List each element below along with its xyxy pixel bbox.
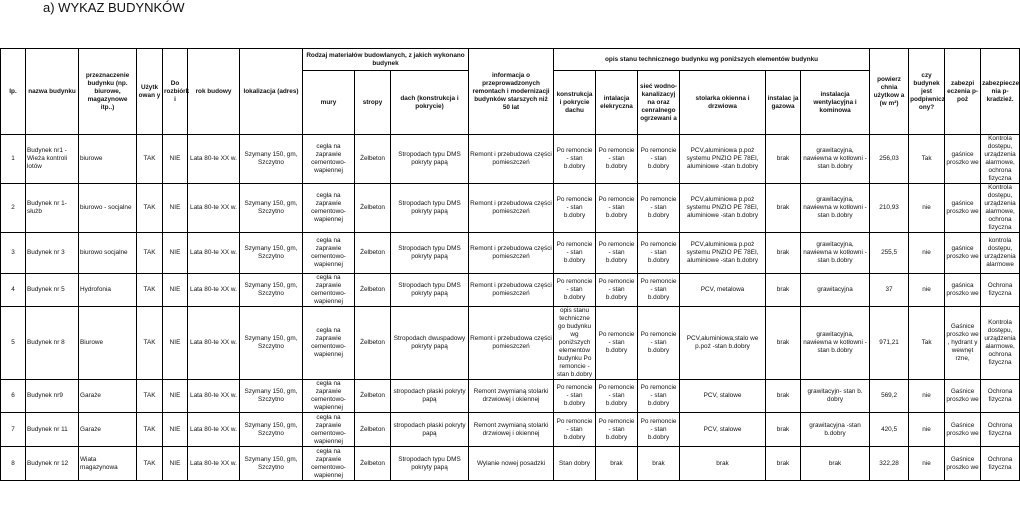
cell-uzyt: TAK <box>137 447 163 481</box>
cell-stol: brak <box>680 447 766 481</box>
cell-ppoz: Gaśnice proszko we <box>945 380 981 413</box>
cell-mury: cegła na zaprawie cementowo-wapiennej <box>303 307 355 380</box>
cell-elek: Po remoncie - stan b.dobry <box>596 307 638 380</box>
cell-rok: Lata 80-te XX w. <box>188 413 240 447</box>
cell-stropy: Żelbeton <box>355 135 391 184</box>
header-gazowa: instalac ja gazowa <box>766 71 801 135</box>
cell-lok: Szymany 150, gm, Szczytno <box>240 135 303 184</box>
table-row <box>1 447 1020 481</box>
cell-siec: brak <box>638 447 680 481</box>
cell-konstr: Po remoncie - stan b.dobry <box>554 413 596 447</box>
cell-elek: Po remoncie - stan b.dobry <box>596 233 638 274</box>
cell-elek: Po remoncie - stan b.dobry <box>596 380 638 413</box>
cell-pow: 322,28 <box>870 447 909 481</box>
header-dach: dach (konstrukcja i pokrycie) <box>391 71 469 135</box>
cell-kradz: Ochrona fizyczna <box>981 413 1020 447</box>
cell-stol: PCV, stalowe <box>680 380 766 413</box>
header-lokalizacja: lokalizacja (adres) <box>240 49 303 135</box>
cell-pow: 971,21 <box>870 307 909 380</box>
cell-lok: Szymany 150, gm, Szczytno <box>240 307 303 380</box>
cell-rozb: NIE <box>163 413 188 447</box>
cell-konstr: opis stanu techniczne go budynku wg poniższych elementów budynku Po remoncie - stan b.dobry <box>554 307 596 380</box>
cell-went: grawitacyjn- stan b. dobry <box>801 380 870 413</box>
cell-rok: Lata 80-te XX w. <box>188 274 240 307</box>
cell-rozb: NIE <box>163 184 188 233</box>
header-elektryka: intalacja elekryczna <box>596 71 638 135</box>
cell-ppoz: gaśnica proszko we <box>945 274 981 307</box>
cell-rozb: NIE <box>163 233 188 274</box>
cell-ppoz: Gaśnice proszko we <box>945 413 981 447</box>
cell-piw: nie <box>909 233 945 274</box>
cell-stol: PCV,aluminiowa p.poż systemu PNZIO PE 78EI, aluminiowe -stan b.dobry <box>680 233 766 274</box>
cell-uzyt: TAK <box>137 274 163 307</box>
cell-gaz: brak <box>766 184 801 233</box>
cell-uzyt: TAK <box>137 135 163 184</box>
header-lp: lp. <box>1 49 26 135</box>
cell-piw: Tak <box>909 135 945 184</box>
cell-siec: Po remoncie - stan b.dobry <box>638 184 680 233</box>
cell-mury: cegła na zaprawie cementowo-wapiennej <box>303 447 355 481</box>
cell-nazwa: Budynek nr 3 <box>26 233 79 274</box>
cell-rok: Lata 80-te XX w. <box>188 447 240 481</box>
cell-siec: Po remoncie - stan b.dobry <box>638 135 680 184</box>
cell-gaz: brak <box>766 135 801 184</box>
cell-nazwa: Budynek nr1 - Wieża kontroli lotów <box>26 135 79 184</box>
header-wentylacyjna: instalacja wentylacyjna i kominowa <box>801 71 870 135</box>
cell-rozb: NIE <box>163 307 188 380</box>
header-konstrukcja: konstrukcja i pokrycie dachu <box>554 71 596 135</box>
cell-info: Remont i przebudowa części pomieszczeń <box>469 274 554 307</box>
cell-elek: Po remoncie - stan b.dobry <box>596 184 638 233</box>
cell-kradz: Ochrona fizyczna <box>981 274 1020 307</box>
table-row <box>1 184 1020 233</box>
page-title: a) WYKAZ BUDYNKÓW <box>43 0 185 15</box>
cell-piw: nie <box>909 447 945 481</box>
cell-konstr: Po remoncie - stan b.dobry <box>554 274 596 307</box>
cell-ppoz: gaśnice proszko we <box>945 184 981 233</box>
cell-piw: nie <box>909 184 945 233</box>
header-nazwa: nazwa budynku <box>26 49 79 135</box>
cell-ppoz: gaśnice proszko we <box>945 135 981 184</box>
table-row <box>1 233 1020 274</box>
cell-info: Remont i przebudowa części pomieszczeń <box>469 135 554 184</box>
cell-info: Wylanie nowej posadzki <box>469 447 554 481</box>
cell-elek: brak <box>596 447 638 481</box>
buildings-table <box>0 48 1020 481</box>
cell-kradz: Ochrona fizyczna <box>981 447 1020 481</box>
cell-mury: cegła na zaprawie cementowo-wapiennej <box>303 413 355 447</box>
header-opis: opis stanu technicznego budynku wg poniższych elementów budynku <box>554 49 870 71</box>
cell-mury: cegła na zaprawie cementowo-wapiennej <box>303 184 355 233</box>
header-przeznaczenie: przeznaczenie budynku (np. biurowe, magazynowe itp..) <box>79 49 137 135</box>
cell-pow: 210,93 <box>870 184 909 233</box>
cell-stol: PCV, metalowa <box>680 274 766 307</box>
cell-rok: Lata 80-te XX w. <box>188 135 240 184</box>
header-powierzchnia: powierz chnia użytkow a (w m²) <box>870 49 909 135</box>
cell-lp: 5 <box>1 307 26 380</box>
cell-lok: Szymany 150, gm, Szczytno <box>240 233 303 274</box>
cell-info: Remont i przebudowa części pomieszczeń <box>469 307 554 380</box>
cell-info: Remont i przebudowa części pomieszczeń <box>469 184 554 233</box>
cell-lp: 1 <box>1 135 26 184</box>
cell-went: brak <box>801 447 870 481</box>
cell-gaz: brak <box>766 307 801 380</box>
cell-pow: 569,2 <box>870 380 909 413</box>
cell-stropy: Żelbeton <box>355 380 391 413</box>
cell-elek: Po remoncie - stan b.dobry <box>596 274 638 307</box>
cell-stropy: Żelbeton <box>355 413 391 447</box>
cell-nazwa: Budynek nr 11 <box>26 413 79 447</box>
cell-przeznaczenie: Biurowe <box>79 307 137 380</box>
cell-lok: Szymany 150, gm, Szczytno <box>240 447 303 481</box>
cell-kradz: kontrola dostępu, urządzenia alarmowe <box>981 233 1020 274</box>
cell-uzyt: TAK <box>137 184 163 233</box>
cell-mury: cegła na zaprawie cementowo-wapiennej <box>303 233 355 274</box>
cell-stol: PCV,aluminiowa p.poż systemu PNZIO PE 78EI, aluminiowe -stan b.dobry <box>680 184 766 233</box>
cell-przeznaczenie: Garaże <box>79 413 137 447</box>
cell-siec: Po remoncie - stan b.dobry <box>638 380 680 413</box>
cell-gaz: brak <box>766 274 801 307</box>
cell-gaz: brak <box>766 233 801 274</box>
cell-went: grawitacyjna <box>801 274 870 307</box>
header-siec: sieć wodno-kanalizacyj na oraz cenralnego ogrzewani a <box>638 71 680 135</box>
cell-went: grawitacyjna, nawiewna w kotłowni - stan b.dobry <box>801 307 870 380</box>
cell-pow: 255,5 <box>870 233 909 274</box>
cell-uzyt: TAK <box>137 233 163 274</box>
cell-dach: Stropodach typu DMS pokryty papą <box>391 447 469 481</box>
cell-piw: nie <box>909 380 945 413</box>
table-row <box>1 274 1020 307</box>
table-body <box>1 135 1020 481</box>
cell-siec: Po remoncie - stan b.dobry <box>638 233 680 274</box>
cell-konstr: Stan dobry <box>554 447 596 481</box>
header-rodzaj: Rodzaj materiałów budowlanych, z jakich wykonano budynek <box>303 49 469 71</box>
header-zabezpieczenia: zabezpi eczenia p-poż <box>945 49 981 135</box>
cell-dach: Stropodach typu DMS pokryty papą <box>391 184 469 233</box>
cell-went: grawitacyjna, nawiewna w kotłowni - stan b.dobry <box>801 184 870 233</box>
cell-lok: Szymany 150, gm, Szczytno <box>240 413 303 447</box>
cell-lp: 6 <box>1 380 26 413</box>
cell-stol: PCV,aluminiowa p.poż systemu PNZIO PE 78EI, aluminiowe -stan b.dobry <box>680 135 766 184</box>
header-do-rozbiorki: Do rozbiórk i <box>163 49 188 135</box>
cell-nazwa: Budynek nr9 <box>26 380 79 413</box>
cell-przeznaczenie: Hydrofonia <box>79 274 137 307</box>
cell-dach: Stropodach dwuspadowy pokryty papą <box>391 307 469 380</box>
cell-siec: Po remoncie - stan b.dobry <box>638 274 680 307</box>
cell-dach: Stropodach typu DMS pokryty papą <box>391 233 469 274</box>
header-mury: mury <box>303 71 355 135</box>
cell-ppoz: Gaśnice proszko we , hydrant y wewnęt rzne, <box>945 307 981 380</box>
cell-info: Remont i przebudowa części pomieszczeń <box>469 233 554 274</box>
cell-przeznaczenie: biurowo - socjalne <box>79 184 137 233</box>
cell-nazwa: Budynek nr 12 <box>26 447 79 481</box>
cell-pow: 420,5 <box>870 413 909 447</box>
header-rok: rok budowy <box>188 49 240 135</box>
table-row <box>1 307 1020 380</box>
cell-went: grawitacyjna, nawiewna w kotłowni - stan b.dobry <box>801 233 870 274</box>
cell-przeznaczenie: biurowe <box>79 135 137 184</box>
cell-konstr: Po remoncie - stan b.dobry <box>554 135 596 184</box>
cell-stropy: Żelbeton <box>355 307 391 380</box>
cell-lok: Szymany 150, gm, Szczytno <box>240 380 303 413</box>
cell-lok: Szymany 150, gm, Szczytno <box>240 274 303 307</box>
cell-przeznaczenie: Garaże <box>79 380 137 413</box>
cell-konstr: Po remoncie - stan b.dobry <box>554 184 596 233</box>
cell-rok: Lata 80-te XX w. <box>188 307 240 380</box>
cell-stol: PCV, stalowe <box>680 413 766 447</box>
cell-elek: Po remoncie - stan b.dobry <box>596 135 638 184</box>
cell-lok: Szymany 150, gm, Szczytno <box>240 184 303 233</box>
cell-dach: Stropodach typu DMS pokryty papą <box>391 274 469 307</box>
header-podpiwniczony: czy budynek jest podpiwnicz ony? <box>909 49 945 135</box>
table-row <box>1 380 1020 413</box>
cell-stropy: Żelbeton <box>355 447 391 481</box>
cell-nazwa: Budynek nr 8 <box>26 307 79 380</box>
cell-kradz: Kontrola dostępu, urządzenia alarmowe, ochrona fizyczna <box>981 184 1020 233</box>
cell-lp: 7 <box>1 413 26 447</box>
cell-info: Remont zwymianą stolarki drzwiowej i okiennej <box>469 380 554 413</box>
header-uzytkowany: Użytk owan y <box>137 49 163 135</box>
cell-ppoz: gaśnice proszko we <box>945 233 981 274</box>
cell-gaz: brak <box>766 413 801 447</box>
cell-lp: 3 <box>1 233 26 274</box>
cell-siec: Po remoncie - stan b.dobry <box>638 307 680 380</box>
cell-lp: 2 <box>1 184 26 233</box>
cell-piw: Tak <box>909 307 945 380</box>
cell-piw: nie <box>909 274 945 307</box>
cell-mury: cegła na zaprawie cementowo-wapiennej <box>303 274 355 307</box>
cell-uzyt: TAK <box>137 413 163 447</box>
cell-rok: Lata 80-te XX w. <box>188 233 240 274</box>
cell-gaz: brak <box>766 380 801 413</box>
cell-pow: 256,03 <box>870 135 909 184</box>
cell-nazwa: Budynek nr 1- służb <box>26 184 79 233</box>
cell-elek: Po remoncie - stan b.dobry <box>596 413 638 447</box>
cell-rozb: NIE <box>163 447 188 481</box>
cell-kradz: Kontrola dostępu, urządzenia alarmowe, ochrona fizyczna <box>981 135 1020 184</box>
cell-kradz: Kontrola dostępu, urządzenia alarmowe, ochrona fizyczna <box>981 307 1020 380</box>
cell-pow: 37 <box>870 274 909 307</box>
cell-stropy: Żelbeton <box>355 274 391 307</box>
cell-mury: cegła na zaprawie cementowo-wapiennej <box>303 380 355 413</box>
cell-uzyt: TAK <box>137 307 163 380</box>
cell-went: grawitacyjna, nawiewna w kotłowni - stan b.dobry <box>801 135 870 184</box>
cell-rozb: NIE <box>163 380 188 413</box>
cell-lp: 8 <box>1 447 26 481</box>
cell-przeznaczenie: Wiata magazynowa <box>79 447 137 481</box>
cell-went: grawitacyjna -stan b.dobry <box>801 413 870 447</box>
cell-uzyt: TAK <box>137 380 163 413</box>
cell-gaz: brak <box>766 447 801 481</box>
cell-rozb: NIE <box>163 274 188 307</box>
cell-info: Remont zwymianą stolarki drzwiowej i okiennej <box>469 413 554 447</box>
cell-nazwa: Budynek nr 5 <box>26 274 79 307</box>
cell-mury: cegła na zaprawie cementowo-wapiennej <box>303 135 355 184</box>
cell-przeznaczenie: biurowo socjalne <box>79 233 137 274</box>
cell-rok: Lata 80-te XX w. <box>188 380 240 413</box>
cell-rozb: NIE <box>163 135 188 184</box>
header-stropy: stropy <box>355 71 391 135</box>
header-zabezpieczenia-kradziez: zabezpiecze nia p-kradzież. <box>981 49 1020 135</box>
cell-lp: 4 <box>1 274 26 307</box>
cell-stropy: Żelbeton <box>355 233 391 274</box>
cell-konstr: Po remoncie - stan b.dobry <box>554 233 596 274</box>
cell-kradz: Ochrona fizyczna <box>981 380 1020 413</box>
cell-stropy: Żelbeton <box>355 184 391 233</box>
cell-piw: nie <box>909 413 945 447</box>
cell-stol: PCV,aluminiowa,stalo we p.poż -stan b.dobry <box>680 307 766 380</box>
cell-siec: Po remoncie - stan b.dobry <box>638 413 680 447</box>
cell-dach: Stropodach typu DMS pokryty papą <box>391 135 469 184</box>
header-informacja: informacja o przeprowadzonych remontach i modernizacji budynków starszych niż 50 lat <box>469 49 554 135</box>
header-stolarka: stolarka okienna i drzwiowa <box>680 71 766 135</box>
cell-konstr: Po remoncie - stan b.dobry <box>554 380 596 413</box>
cell-dach: stropodach płaski pokryty papą <box>391 380 469 413</box>
cell-dach: stropodach płaski pokryty papą <box>391 413 469 447</box>
cell-rok: Lata 80-te XX w. <box>188 184 240 233</box>
table-row <box>1 135 1020 184</box>
table-row <box>1 413 1020 447</box>
cell-ppoz: Gaśnice proszko we <box>945 447 981 481</box>
